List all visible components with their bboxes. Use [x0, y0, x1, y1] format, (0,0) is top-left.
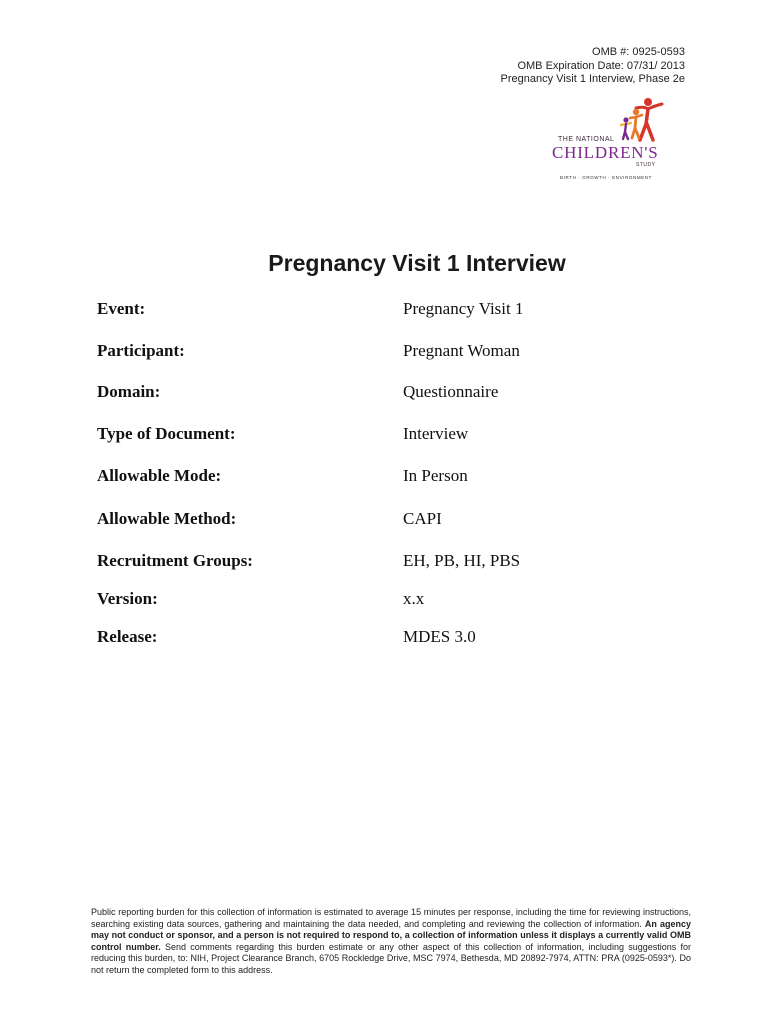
field-value: x.x: [403, 589, 425, 608]
field-label: Domain:: [97, 382, 161, 401]
field-value: Pregnant Woman: [403, 341, 520, 360]
field-label: Allowable Mode:: [97, 466, 222, 485]
field-value: CAPI: [403, 509, 442, 528]
field-value: Questionnaire: [403, 382, 499, 401]
field-value: In Person: [403, 466, 468, 485]
field-label: Recruitment Groups:: [97, 551, 253, 570]
burden-statement-part-3: Send comments regarding this burden estimate or any other aspect of this collection of information, including suggestions for reducing this burden, to: NIH, Project Clearance Branch, 6705 Rockledge Drive, MSC 7974, Bethesda, MD 20892-7974, ATTN: PRA (0925-0593*). Do not return the completed form to this address.: [91, 941, 691, 975]
field-label: Release:: [97, 627, 158, 646]
field-value: MDES 3.0: [403, 627, 476, 646]
logo-line-childrens: CHILDREN'S: [552, 143, 659, 162]
field-value: Pregnancy Visit 1: [403, 299, 524, 318]
field-label: Version:: [97, 589, 158, 608]
logo-line-the-national: THE NATIONAL: [558, 136, 615, 143]
field-value: Interview: [403, 424, 469, 443]
form-name: Pregnancy Visit 1 Interview, Phase 2e: [500, 73, 685, 85]
field-label: Allowable Method:: [97, 509, 237, 528]
logo-line-study: STUDY: [636, 162, 656, 168]
omb-expiration-date: OMB Expiration Date: 07/31/ 2013: [517, 59, 685, 72]
page-title: Pregnancy Visit 1 Interview: [268, 250, 566, 276]
burden-statement: [91, 907, 691, 977]
field-label: Event:: [97, 299, 146, 318]
field-label: Type of Document:: [97, 424, 236, 443]
logo-tagline: BIRTH · GROWTH · ENVIRONMENT: [560, 175, 652, 180]
national-childrens-study-logo: [552, 96, 672, 184]
omb-number: OMB #: 0925-0593: [592, 46, 685, 58]
field-value: EH, PB, HI, PBS: [403, 551, 521, 570]
field-label: Participant:: [97, 341, 185, 360]
burden-statement-part-1: Public reporting burden for this collection of information is estimated to average 15 minutes per response, including the time for reviewing instructions, searching existing data sources, gathering and maintaining the data needed, and completing and reviewing the collection of information.: [91, 907, 691, 929]
omb-header: [501, 46, 685, 87]
burden-statement-bold-notice: An agency may not conduct or sponsor, and a person is not required to respond to, a collection of information unless it displays a currently valid OMB control number.: [91, 918, 692, 952]
